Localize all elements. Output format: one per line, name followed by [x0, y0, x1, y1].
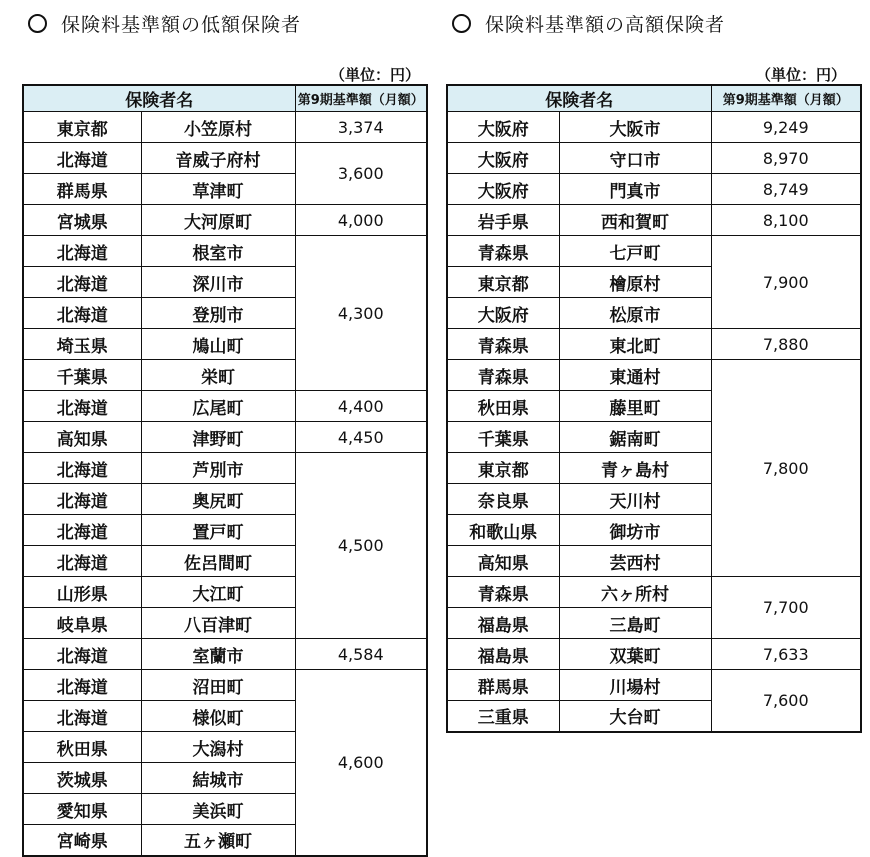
amount-cell: 4,584 — [295, 639, 427, 670]
municipality-cell: 根室市 — [141, 236, 295, 267]
municipality-cell: 七戸町 — [559, 236, 711, 267]
municipality-cell: 東通村 — [559, 360, 711, 391]
municipality-cell: 天川村 — [559, 484, 711, 515]
prefecture-cell: 青森県 — [447, 360, 559, 391]
municipality-cell: 西和賀町 — [559, 205, 711, 236]
prefecture-cell: 大阪府 — [447, 112, 559, 143]
prefecture-cell: 北海道 — [23, 515, 141, 546]
amount-cell: 7,880 — [711, 329, 861, 360]
prefecture-cell: 北海道 — [23, 391, 141, 422]
municipality-cell: 深川市 — [141, 267, 295, 298]
amount-cell: 3,374 — [295, 112, 427, 143]
municipality-cell: 大河原町 — [141, 205, 295, 236]
high-header-amount: 第9期基準額（月額） — [711, 85, 861, 112]
table-row — [447, 205, 861, 236]
municipality-cell: 鳩山町 — [141, 329, 295, 360]
table-row — [447, 577, 861, 608]
amount-cell: 7,633 — [711, 639, 861, 670]
table-row — [447, 670, 861, 701]
prefecture-cell: 高知県 — [447, 546, 559, 577]
municipality-cell: 栄町 — [141, 360, 295, 391]
amount-cell: 4,450 — [295, 422, 427, 453]
amount-cell: 8,100 — [711, 205, 861, 236]
amount-cell: 7,900 — [711, 236, 861, 329]
amount-cell: 3,600 — [295, 143, 427, 205]
prefecture-cell: 北海道 — [23, 701, 141, 732]
municipality-cell: 大阪市 — [559, 112, 711, 143]
prefecture-cell: 山形県 — [23, 577, 141, 608]
prefecture-cell: 宮崎県 — [23, 825, 141, 856]
municipality-cell: 鋸南町 — [559, 422, 711, 453]
prefecture-cell: 青森県 — [447, 577, 559, 608]
table-row — [23, 453, 427, 484]
table-row — [447, 639, 861, 670]
municipality-cell: 大台町 — [559, 701, 711, 732]
high-premium-table — [446, 84, 862, 733]
table-row — [23, 236, 427, 267]
amount-cell: 4,300 — [295, 236, 427, 391]
table-row — [23, 422, 427, 453]
municipality-cell: 藤里町 — [559, 391, 711, 422]
prefecture-cell: 大阪府 — [447, 174, 559, 205]
prefecture-cell: 青森県 — [447, 329, 559, 360]
table-row — [23, 112, 427, 143]
municipality-cell: 芦別市 — [141, 453, 295, 484]
amount-cell: 7,600 — [711, 670, 861, 732]
municipality-cell: 沼田町 — [141, 670, 295, 701]
low-header-name: 保険者名 — [23, 85, 295, 112]
prefecture-cell: 北海道 — [23, 670, 141, 701]
prefecture-cell: 東京都 — [447, 453, 559, 484]
prefecture-cell: 東京都 — [447, 267, 559, 298]
municipality-cell: 五ヶ瀬町 — [141, 825, 295, 856]
high-title-text: 保険料基準額の高額保険者 — [485, 14, 726, 36]
prefecture-cell: 奈良県 — [447, 484, 559, 515]
low-premium-table — [22, 84, 428, 857]
prefecture-cell: 秋田県 — [447, 391, 559, 422]
amount-cell: 9,249 — [711, 112, 861, 143]
low-header-amount: 第9期基準額（月額） — [295, 85, 427, 112]
prefecture-cell: 愛知県 — [23, 794, 141, 825]
municipality-cell: 小笠原村 — [141, 112, 295, 143]
amount-cell: 4,000 — [295, 205, 427, 236]
table-row — [447, 360, 861, 391]
municipality-cell: 奥尻町 — [141, 484, 295, 515]
prefecture-cell: 北海道 — [23, 298, 141, 329]
prefecture-cell: 群馬県 — [23, 174, 141, 205]
table-row — [447, 174, 861, 205]
table-row — [447, 329, 861, 360]
high-unit-note: （単位：円） — [756, 66, 847, 84]
low-unit-note: （単位：円） — [330, 66, 421, 84]
low-title-text: 保険料基準額の低額保険者 — [61, 14, 302, 36]
circle-bullet-icon — [452, 14, 471, 33]
amount-cell: 4,500 — [295, 453, 427, 639]
municipality-cell: 草津町 — [141, 174, 295, 205]
prefecture-cell: 北海道 — [23, 143, 141, 174]
table-row — [447, 112, 861, 143]
prefecture-cell: 北海道 — [23, 267, 141, 298]
table-row — [447, 143, 861, 174]
prefecture-cell: 北海道 — [23, 236, 141, 267]
prefecture-cell: 福島県 — [447, 639, 559, 670]
table-row — [23, 143, 427, 174]
amount-cell: 8,749 — [711, 174, 861, 205]
amount-cell: 7,700 — [711, 577, 861, 639]
municipality-cell: 双葉町 — [559, 639, 711, 670]
prefecture-cell: 岐阜県 — [23, 608, 141, 639]
municipality-cell: 大江町 — [141, 577, 295, 608]
prefecture-cell: 高知県 — [23, 422, 141, 453]
prefecture-cell: 北海道 — [23, 546, 141, 577]
municipality-cell: 東北町 — [559, 329, 711, 360]
prefecture-cell: 大阪府 — [447, 298, 559, 329]
prefecture-cell: 東京都 — [23, 112, 141, 143]
municipality-cell: 大潟村 — [141, 732, 295, 763]
prefecture-cell: 岩手県 — [447, 205, 559, 236]
municipality-cell: 津野町 — [141, 422, 295, 453]
prefecture-cell: 北海道 — [23, 639, 141, 670]
prefecture-cell: 茨城県 — [23, 763, 141, 794]
municipality-cell: 音威子府村 — [141, 143, 295, 174]
circle-bullet-icon — [28, 14, 47, 33]
high-header-name: 保険者名 — [447, 85, 711, 112]
municipality-cell: 広尾町 — [141, 391, 295, 422]
municipality-cell: 美浜町 — [141, 794, 295, 825]
prefecture-cell: 群馬県 — [447, 670, 559, 701]
prefecture-cell: 埼玉県 — [23, 329, 141, 360]
table-row — [23, 205, 427, 236]
municipality-cell: 御坊市 — [559, 515, 711, 546]
prefecture-cell: 大阪府 — [447, 143, 559, 174]
amount-cell: 8,970 — [711, 143, 861, 174]
municipality-cell: 佐呂間町 — [141, 546, 295, 577]
municipality-cell: 置戸町 — [141, 515, 295, 546]
prefecture-cell: 千葉県 — [23, 360, 141, 391]
municipality-cell: 室蘭市 — [141, 639, 295, 670]
municipality-cell: 様似町 — [141, 701, 295, 732]
municipality-cell: 六ヶ所村 — [559, 577, 711, 608]
low-section-title — [28, 10, 301, 37]
municipality-cell: 芸西村 — [559, 546, 711, 577]
prefecture-cell: 宮城県 — [23, 205, 141, 236]
municipality-cell: 三島町 — [559, 608, 711, 639]
prefecture-cell: 福島県 — [447, 608, 559, 639]
municipality-cell: 青ヶ島村 — [559, 453, 711, 484]
amount-cell: 7,800 — [711, 360, 861, 577]
table-row — [23, 670, 427, 701]
municipality-cell: 登別市 — [141, 298, 295, 329]
municipality-cell: 松原市 — [559, 298, 711, 329]
high-section-title — [452, 10, 725, 37]
table-row — [447, 236, 861, 267]
prefecture-cell: 三重県 — [447, 701, 559, 732]
prefecture-cell: 千葉県 — [447, 422, 559, 453]
prefecture-cell: 和歌山県 — [447, 515, 559, 546]
prefecture-cell: 秋田県 — [23, 732, 141, 763]
prefecture-cell: 青森県 — [447, 236, 559, 267]
municipality-cell: 門真市 — [559, 174, 711, 205]
prefecture-cell: 北海道 — [23, 453, 141, 484]
municipality-cell: 八百津町 — [141, 608, 295, 639]
table-row — [23, 639, 427, 670]
municipality-cell: 川場村 — [559, 670, 711, 701]
amount-cell: 4,600 — [295, 670, 427, 856]
prefecture-cell: 北海道 — [23, 484, 141, 515]
table-row — [23, 391, 427, 422]
municipality-cell: 守口市 — [559, 143, 711, 174]
municipality-cell: 結城市 — [141, 763, 295, 794]
amount-cell: 4,400 — [295, 391, 427, 422]
municipality-cell: 檜原村 — [559, 267, 711, 298]
